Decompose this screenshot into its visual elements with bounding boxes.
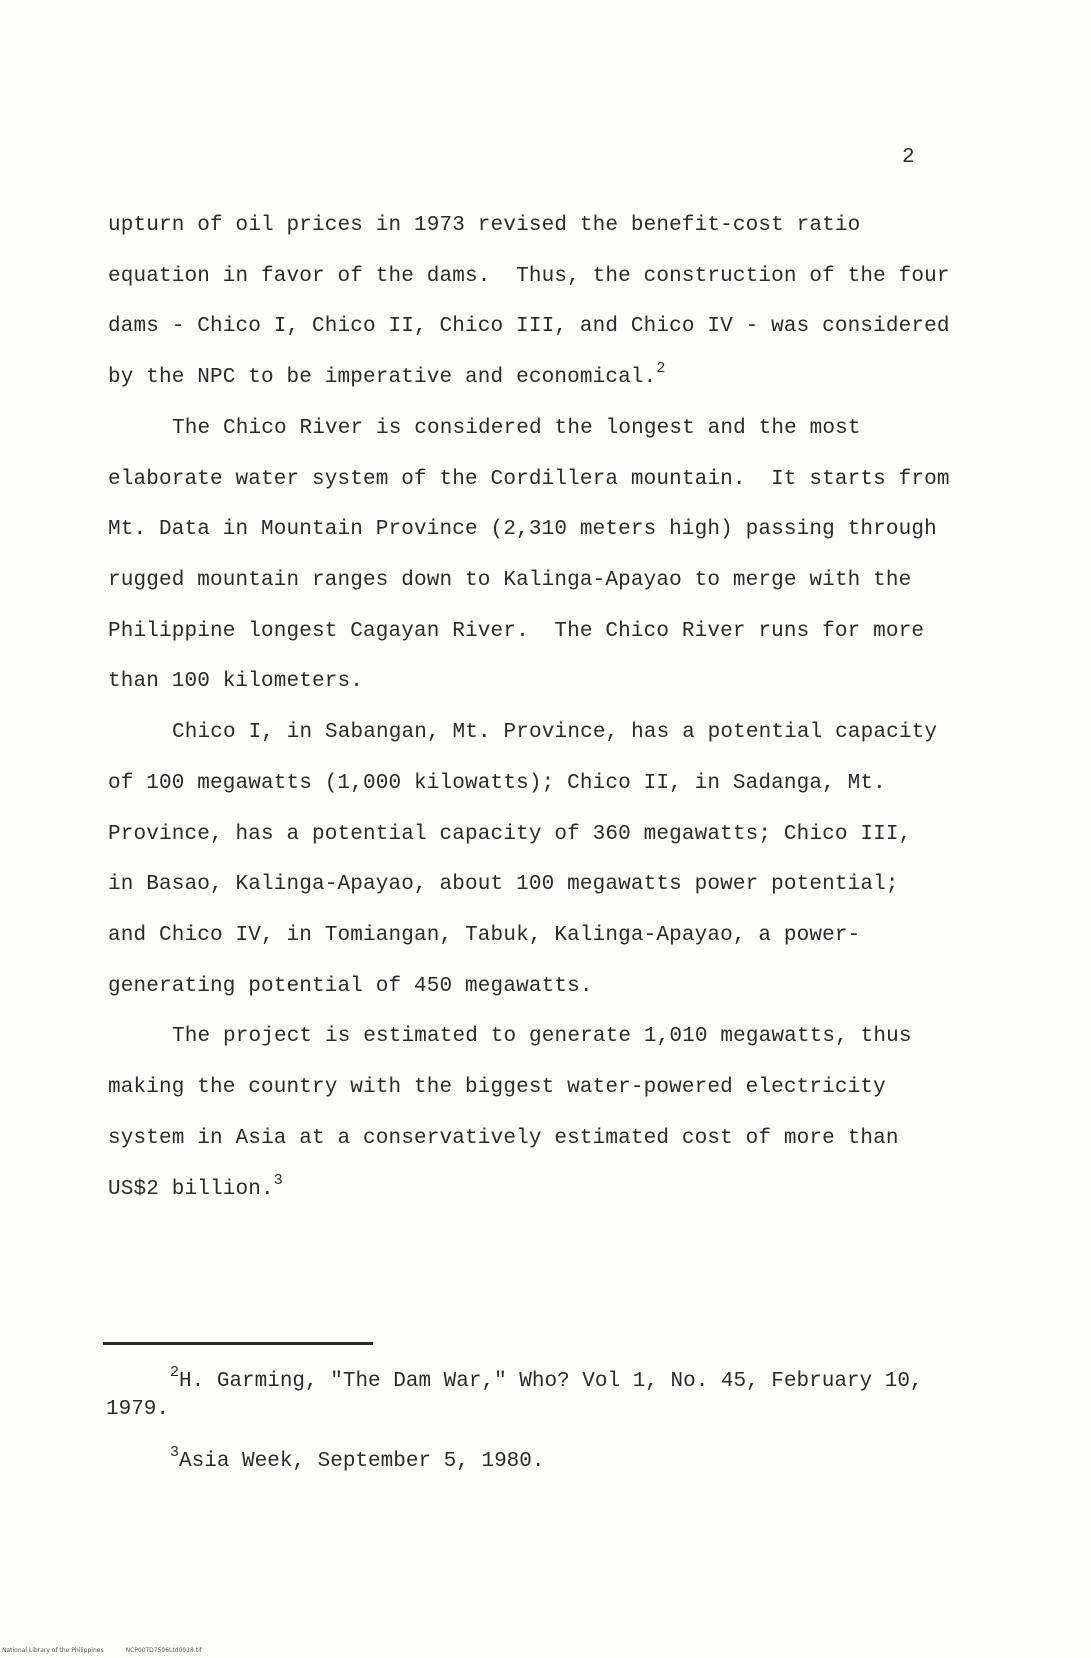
footnote-text: Asia Week, September 5, 1980. [179,1450,545,1473]
footnote-mark: 2 [656,360,666,377]
text-line: than 100 kilometers. [108,670,364,693]
text-line: The Chico River is considered the longest and the most [172,417,861,440]
text-line [108,1172,283,1201]
text-line-content: US$2 billion. [108,1178,274,1201]
page-number: 2 [902,146,915,169]
text-line: upturn of oil prices in 1973 revised the benefit-cost ratio [108,214,861,237]
footnote-2-continuation: 1979. [106,1398,170,1421]
footnote-mark: 3 [273,1172,283,1189]
scanner-library: National Library of the Philippines [2,1647,104,1654]
text-line: Mt. Data in Mountain Province (2,310 meters high) passing through [108,518,937,541]
scanner-footer [2,1647,224,1654]
footnote-rule [103,1342,373,1345]
footnote-number: 3 [170,1444,180,1461]
text-line-content: by the NPC to be imperative and economical. [108,366,657,389]
text-line: and Chico IV, in Tomiangan, Tabuk, Kalinga-Apayao, a power- [108,924,861,947]
footnote-3 [170,1444,545,1473]
text-line: rugged mountain ranges down to Kalinga-Apayao to merge with the [108,569,912,592]
footnote-text: H. Garming, "The Dam War," Who? Vol 1, No. 45, February 10, [179,1370,923,1393]
text-line: generating potential of 450 megawatts. [108,975,593,998]
text-line: elaborate water system of the Cordillera mountain. It starts from [108,468,950,491]
scanner-file-id: NCP00TD7506Ltd0018.tif [125,1647,202,1654]
text-line: Chico I, in Sabangan, Mt. Province, has a potential capacity [172,721,938,744]
text-line: dams - Chico I, Chico II, Chico III, and Chico IV - was considered [108,315,950,338]
text-line: system in Asia at a conservatively estimated cost of more than [108,1127,899,1150]
text-line: making the country with the biggest water-powered electricity [108,1076,886,1099]
text-line: Province, has a potential capacity of 360 megawatts; Chico III, [108,823,912,846]
text-line: of 100 megawatts (1,000 kilowatts); Chico II, in Sadanga, Mt. [108,772,886,795]
text-line: in Basao, Kalinga-Apayao, about 100 megawatts power potential; [108,873,899,896]
text-line: equation in favor of the dams. Thus, the construction of the four [108,265,950,288]
footnote-number: 2 [170,1364,180,1381]
footnote-2 [170,1364,923,1393]
text-line [108,360,666,389]
text-line: Philippine longest Cagayan River. The Chico River runs for more [108,620,925,643]
text-line: The project is estimated to generate 1,010 megawatts, thus [172,1025,912,1048]
